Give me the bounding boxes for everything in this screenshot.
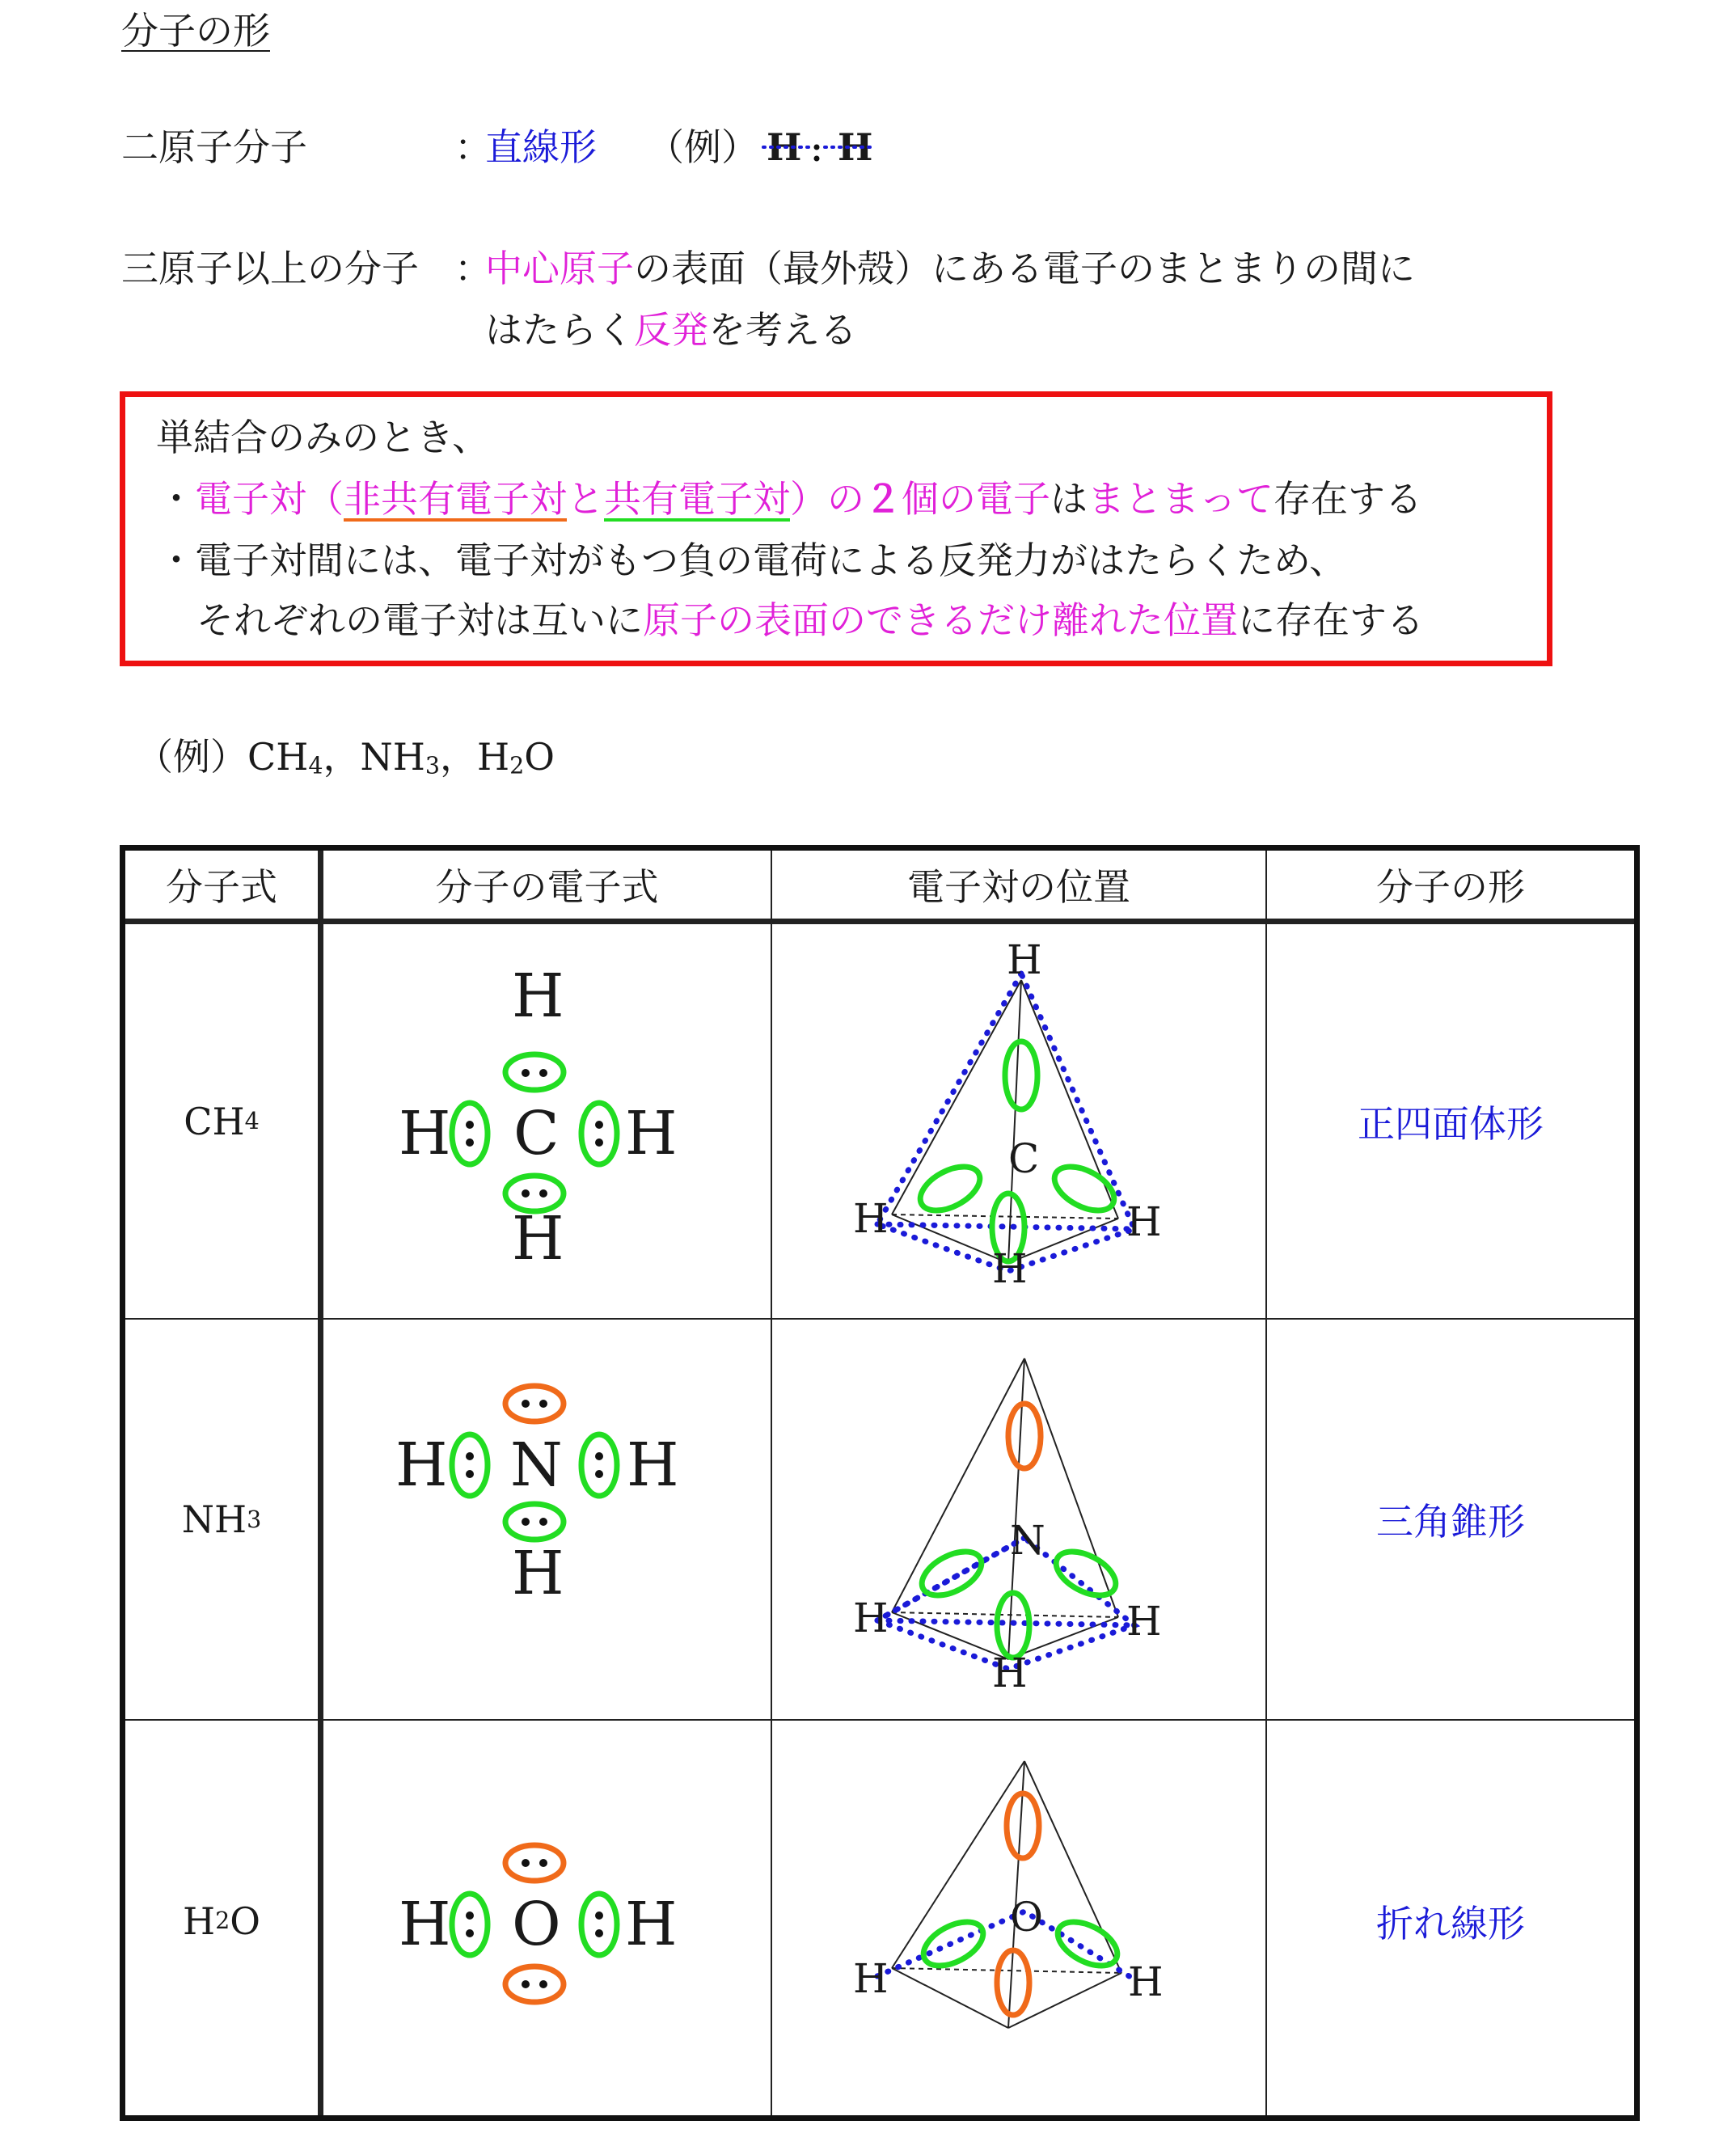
header-pair-position: 電子対の位置 bbox=[907, 865, 1130, 909]
row1-lewis bbox=[391, 931, 714, 1312]
row1-center-atom: C bbox=[513, 1099, 560, 1168]
ex-nh3: NH bbox=[360, 735, 425, 779]
diatomic-example-prefix: （例） bbox=[647, 125, 758, 169]
row3-formula bbox=[125, 1721, 318, 2121]
row2-h-bottom: H bbox=[512, 1539, 564, 1608]
row3-formula-main: H bbox=[183, 1899, 216, 1943]
polyatomic-colon: ： bbox=[454, 247, 492, 290]
molecule-table bbox=[120, 845, 1640, 2121]
row2-center-atom: N bbox=[510, 1430, 563, 1500]
col-divider-1 bbox=[318, 851, 323, 2115]
row3-h-right: H bbox=[625, 1890, 678, 1959]
row1-formula-sub: 4 bbox=[244, 1108, 260, 1134]
row2-h-right: H bbox=[627, 1430, 679, 1500]
ex-sep1: ， bbox=[323, 735, 361, 779]
row3-geo-h-left: H bbox=[853, 1955, 889, 2002]
row3-geo-center: O bbox=[1010, 1894, 1043, 1941]
row3-center-atom: O bbox=[512, 1890, 561, 1959]
h2-bond-dots bbox=[760, 137, 873, 170]
row3-formula-tail: O bbox=[230, 1899, 260, 1943]
header-electron-formula: 分子の電子式 bbox=[435, 865, 659, 909]
rule-line2 bbox=[158, 475, 1422, 523]
header-formula: 分子式 bbox=[166, 865, 277, 909]
diatomic-label: 二原子分子 bbox=[121, 125, 307, 169]
row1-geo-h-bottom: H bbox=[992, 1245, 1028, 1292]
rule-two: ２ bbox=[864, 477, 902, 521]
rule-electrons: 個の電子 bbox=[902, 477, 1050, 521]
rule-bonding-pair: 共有電子対 bbox=[604, 477, 790, 521]
polyatomic-line1 bbox=[485, 244, 1415, 293]
rule-line4-b: 原子の表面のできるだけ離れた位置 bbox=[643, 598, 1238, 642]
row2-geo-h-left: H bbox=[853, 1595, 889, 1641]
diatomic-colon: ： bbox=[454, 125, 492, 169]
row2-geo-h-bottom: H bbox=[992, 1650, 1028, 1696]
ex-h2o-h: H bbox=[477, 735, 510, 779]
examples-line bbox=[136, 733, 555, 790]
bullet: ・ bbox=[158, 477, 195, 521]
rule-line3-text: 電子対間には、電子対がもつ負の電荷による反発力がはたらくため、 bbox=[195, 539, 1347, 582]
page-heading: 分子の形 bbox=[121, 9, 270, 53]
row1-h-left: H bbox=[399, 1099, 451, 1168]
row3-h-left: H bbox=[399, 1890, 451, 1959]
header-shape: 分子の形 bbox=[1376, 865, 1525, 909]
rule-line1: 単結合のみのとき、 bbox=[156, 416, 490, 459]
rule-wa: は bbox=[1050, 477, 1088, 521]
ex-h2o-o: O bbox=[524, 735, 555, 779]
row1-h-top: H bbox=[512, 961, 564, 1031]
row1-formula-main: CH bbox=[184, 1099, 245, 1143]
row2-h-left: H bbox=[395, 1430, 448, 1500]
diatomic-example-h1: H bbox=[767, 125, 802, 169]
row2-lewis bbox=[391, 1336, 714, 1708]
ex-ch4-sub: 4 bbox=[308, 752, 323, 779]
polyatomic-line1-rest: の表面（最外殻）にある電子のまとまりの間に bbox=[634, 247, 1415, 290]
row2-geometry bbox=[821, 1336, 1225, 1708]
row3-formula-sub: 2 bbox=[215, 1907, 230, 1934]
polyatomic-label: 三原子以上の分子 bbox=[121, 247, 419, 290]
rule-line4-a: それぞれの電子対は互いに bbox=[196, 598, 643, 642]
row2-shape: 三角錐形 bbox=[1376, 1500, 1525, 1544]
diatomic-shape: 直線形 bbox=[485, 125, 597, 169]
row2-formula-main: NH bbox=[181, 1497, 247, 1541]
rule-line4 bbox=[196, 596, 1424, 644]
row1-geo-center: C bbox=[1008, 1135, 1040, 1182]
row3-lewis bbox=[391, 1737, 714, 2109]
rule-together: まとまって bbox=[1088, 477, 1273, 521]
diatomic-example-h2: H bbox=[838, 125, 873, 169]
polyatomic-line2-a: はたらく bbox=[485, 308, 634, 352]
row2-formula-sub: 3 bbox=[247, 1506, 262, 1533]
ex-nh3-sub: 3 bbox=[424, 752, 440, 779]
row2-lewis-pairs bbox=[391, 1336, 714, 1708]
rule-line4-c: に存在する bbox=[1238, 598, 1424, 642]
row1-formula bbox=[125, 924, 318, 1318]
bullet: ・ bbox=[158, 539, 195, 582]
row3-shape: 折れ線形 bbox=[1376, 1901, 1525, 1945]
ex-ch4: CH bbox=[247, 735, 309, 779]
row1-geo-h-right: H bbox=[1126, 1198, 1162, 1245]
row1-geo-h-left: H bbox=[853, 1195, 889, 1242]
rule-exist: 存在する bbox=[1273, 477, 1422, 521]
ex-sep2: ， bbox=[440, 735, 477, 779]
ex-h2o-sub: 2 bbox=[509, 752, 525, 779]
polyatomic-line2 bbox=[485, 306, 857, 354]
rule-lone-pair: 非共有電子対 bbox=[344, 477, 567, 521]
row1-geometry bbox=[821, 931, 1225, 1312]
rule-line3 bbox=[158, 536, 1346, 585]
row3-geometry bbox=[821, 1737, 1225, 2109]
col-divider-2 bbox=[771, 851, 772, 2115]
rule-box bbox=[120, 391, 1552, 666]
repulsion-term: 反発 bbox=[634, 308, 708, 352]
row2-formula bbox=[125, 1320, 318, 1719]
row3-geo-h-right: H bbox=[1128, 1958, 1164, 2005]
row1-geo-h-top: H bbox=[1007, 936, 1042, 983]
row2-geo-center: N bbox=[1010, 1517, 1045, 1564]
row1-h-bottom: H bbox=[512, 1204, 564, 1274]
examples-prefix: （例） bbox=[136, 735, 247, 779]
row1-h-right: H bbox=[625, 1099, 678, 1168]
header-divider bbox=[125, 919, 1634, 924]
rule-close-paren: ）の bbox=[790, 477, 864, 521]
central-atom-term: 中心原子 bbox=[485, 247, 634, 290]
rule-electron-pair: 電子対（ bbox=[195, 477, 344, 521]
row1-shape: 正四面体形 bbox=[1358, 1101, 1544, 1146]
polyatomic-line2-c: を考える bbox=[708, 308, 857, 352]
rule-and: と bbox=[567, 477, 604, 521]
row2-geo-h-right: H bbox=[1126, 1598, 1162, 1645]
